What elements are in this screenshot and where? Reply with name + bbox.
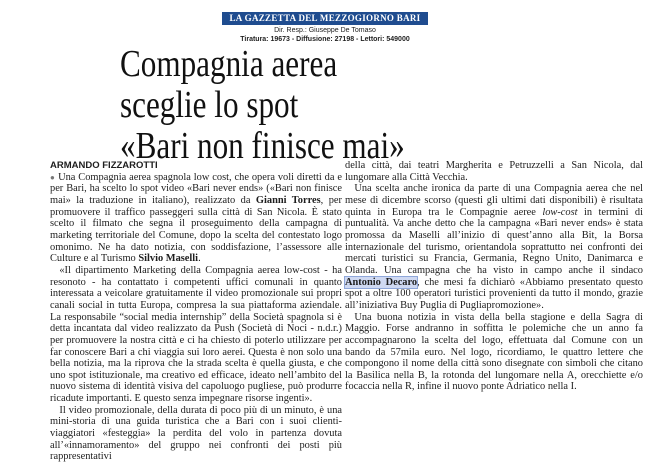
masthead — [0, 6, 650, 44]
paragraph-4-text-c: in termini di puntualità. Va anche detto che la campagna «Bari never ends» è stata promossa da Maselli all’inizio di quest’anno alla Bit, la Borsa internazionale del turismo, orientandola soprattutto nei confronti dei mercati turistici su Francia, Germania, Regno Unito, Danimarca e Olanda. Una campagna che ha visto in campo anche il sindaco — [345, 206, 644, 276]
paragraph-2: «Il dipartimento Marketing della Compagnia aerea low-cost - ha resonoto - ha contattato i competenti uffici comunali in quanto interessata a veicolare gratuitamente il video promozionale sui propri canali social in tutta Europa, compresa la sua piattaforma aziendale. La responsabile “social media internship” della Società spagnola si è detta incantata dal video realizzato da Push (Società di Noci - n.d.r.) per promuovere la nostra città e ci ha chiesto di poterlo utilizzare per far conoscere Bari a chi viaggia sui loro aerei. Questa è non solo una bella notizia, ma la riprova che la strada scelta è quella giusta, e che uno spot istituzionale, ma creativo ed efficace, ideato nell’ambito del nuovo sistema di identità visiva del capoluogo pugliese, può produrre ricadute importanti. E questo senza impegnare risorse ingenti». — [50, 264, 342, 405]
director-line: Dir. Resp.: Giuseppe De Tomaso — [274, 27, 376, 34]
bullet-icon: ● — [50, 172, 56, 182]
name-antonio-decaro-highlight[interactable]: Antonio Decaro — [345, 276, 418, 288]
headline-line-3: «Bari non finisce mai» — [120, 125, 405, 167]
article-column-2 — [345, 160, 643, 393]
paragraph-4 — [345, 183, 643, 311]
paragraph-1-text-c: , per promuovere il traffico passeggeri sulla città di San Nicola. È stato scelto il filmato che segna il proseguimento della campagna di marketing territoriale del Comune, dopo la scelta del contestato logo omonimo. Ne ha dato notizia, con soddisfazione, l’assessore alle Culture e al Turismo — [50, 194, 343, 265]
paragraph-4-text-e: , che mesi fa dichiarò «Abbiamo presentato questo spot a oltre 100 operatori turistici provenienti da tutto il mondo, grazie all’iniziativa Buy Puglia di Pugliapromozione». — [345, 276, 643, 311]
article-column-1 — [50, 160, 342, 463]
circulation-stats: Tiratura: 19673 - Diffusione: 27198 - Lettori: 549000 — [240, 36, 410, 43]
paragraph-1-text-e: . — [198, 253, 201, 265]
paragraph-1-text-a: Una Compagnia aerea spagnola low cost, che opera voli diretti da e per Bari, ha scelto lo spot video «Bari never ends» («Bari non finisce mai» la traduzione in italiano), realizzato da — [50, 171, 342, 206]
masthead-meta — [0, 26, 650, 44]
byline: ARMANDO FIZZAROTTI — [50, 160, 158, 171]
paragraph-1 — [50, 172, 342, 265]
headline — [120, 44, 464, 167]
paragraph-5: Una buona notizia in vista della bella stagione e della Sagra di Maggio. Forse andranno in soffitta le polemiche che un anno fa accompagnarono la scelta del logo, effettuata dal Comune con un bando da 57mila euro. Nel logo, ricordiamo, le quattro lettere che compongono il nome della città sono disegnate con simboli che citano la Basilica nella B, la rotonda del lungomare nella A, orecchiette e/o focaccia nella R, infine il nuovo ponte Adriatico nella I. — [345, 311, 643, 393]
newspaper-logo: LA GAZZETTA DEL MEZZOGIORNO BARI — [222, 12, 429, 25]
headline-line-2: sceglie lo spot — [120, 84, 299, 126]
headline-line-1: Compagnia aerea — [120, 43, 338, 85]
name-gianni-torres: Gianni Torres — [255, 194, 321, 206]
paragraph-3-continued: della città, dai teatri Margherita e Petruzzelli a San Nicola, dal lungomare alla Città Vecchia. — [345, 160, 643, 183]
paragraph-4-text-a: Una scelta anche ironica da parte di una Compagnia aerea che nel mese di dicembre scorso (questi gli ultimi dati disponibili) è risultata quinta in Europa tra le Compagnie aeree — [345, 183, 643, 218]
lowcost-italic: low-cost — [542, 206, 578, 218]
name-silvio-maselli: Silvio Maselli — [138, 253, 199, 265]
paragraph-3: Il video promozionale, della durata di poco più di un minuto, è una mini-storia di una guida turistica che a Bari con i suoi clienti-viaggiatori «festeggia» la perdita del volo in partenza dovuta all’«innamoramento» del gruppo nei confronti dei posti più rappresentativi — [50, 404, 342, 463]
